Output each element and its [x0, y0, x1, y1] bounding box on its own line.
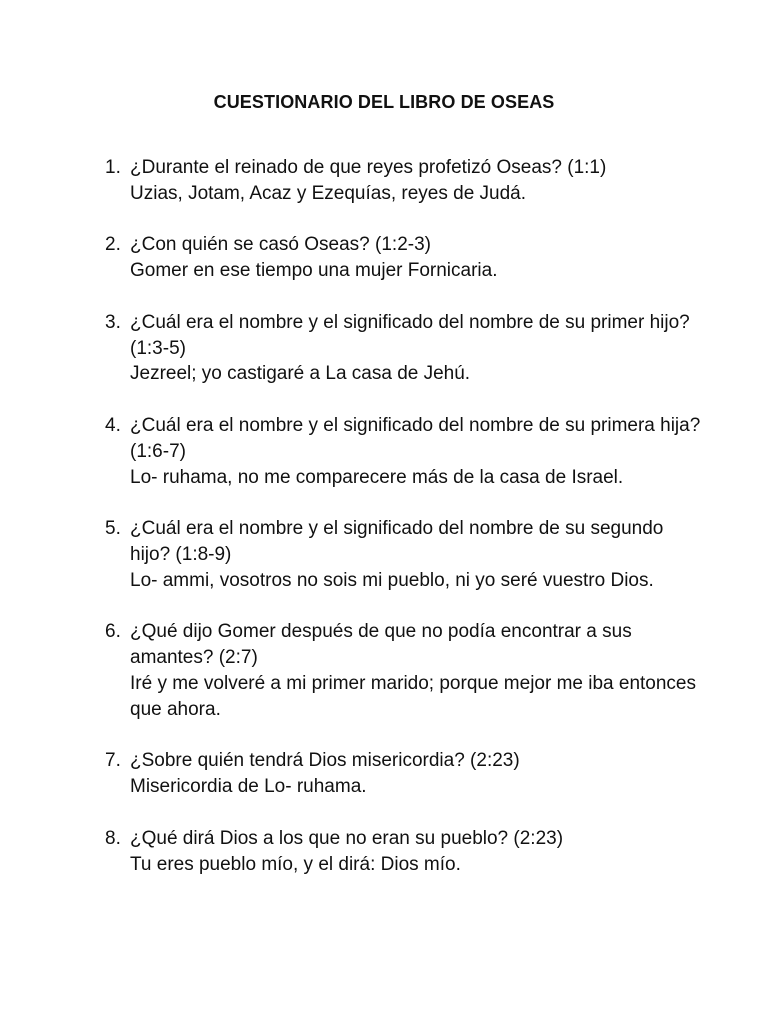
question-text: ¿Qué dirá Dios a los que no eran su pueblo? (2:23): [130, 827, 564, 849]
question-number: 1.: [105, 157, 121, 178]
question-item: [105, 232, 705, 284]
question-text: ¿Qué dijo Gomer después de que no podía encontrar a sus amantes? (2:7): [130, 621, 632, 669]
question-text: ¿Cuál era el nombre y el significado del nombre de su primer hijo? (1:3-5): [130, 311, 690, 359]
question-number: 2.: [105, 234, 121, 256]
answer-text: Lo- ruhama, no me comparecere más de la casa de Israel.: [130, 466, 624, 488]
answer-text: Lo- ammi, vosotros no sois mi pueblo, ni yo seré vuestro Dios.: [130, 569, 654, 591]
question-text: ¿Con quién se casó Oseas? (1:2-3): [130, 234, 431, 256]
question-item: [105, 155, 705, 207]
question-item: [105, 413, 705, 490]
question-text: ¿Sobre quién tendrá Dios misericordia? (2:23): [130, 750, 520, 772]
question-item: [105, 310, 705, 387]
answer-text: Iré y me volveré a mi primer marido; porque mejor me iba entonces que ahora.: [130, 672, 697, 720]
question-list: [105, 155, 705, 903]
answer-text: Gomer en ese tiempo una mujer Fornicaria.: [130, 260, 498, 282]
question-item: [105, 619, 705, 722]
question-number: 7.: [105, 750, 121, 772]
question-text: ¿Cuál era el nombre y el significado del nombre de su primera hija? (1:6-7): [130, 414, 701, 462]
question-item: [105, 516, 705, 593]
question-text: ¿Cuál era el nombre y el significado del nombre de su segundo hijo? (1:8-9): [130, 518, 664, 565]
question-number: 3.: [105, 311, 121, 333]
question-number: 8.: [105, 827, 121, 849]
document-title: CUESTIONARIO DEL LIBRO DE OSEAS: [213, 92, 555, 112]
question-number: 6.: [105, 621, 121, 643]
question-item: [105, 748, 705, 800]
answer-text: Jezreel; yo castigaré a La casa de Jehú.: [130, 363, 471, 385]
answer-text: Uzias, Jotam, Acaz y Ezequías, reyes de Judá.: [130, 182, 527, 204]
answer-text: Tu eres pueblo mío, y el dirá: Dios mío.: [130, 853, 461, 875]
question-number: 4.: [105, 414, 121, 436]
question-text: ¿Durante el reinado de que reyes profetizó Oseas? (1:1): [130, 157, 607, 178]
question-item: [105, 826, 705, 878]
question-number: 5.: [105, 518, 121, 540]
answer-text: Misericordia de Lo- ruhama.: [130, 776, 367, 798]
